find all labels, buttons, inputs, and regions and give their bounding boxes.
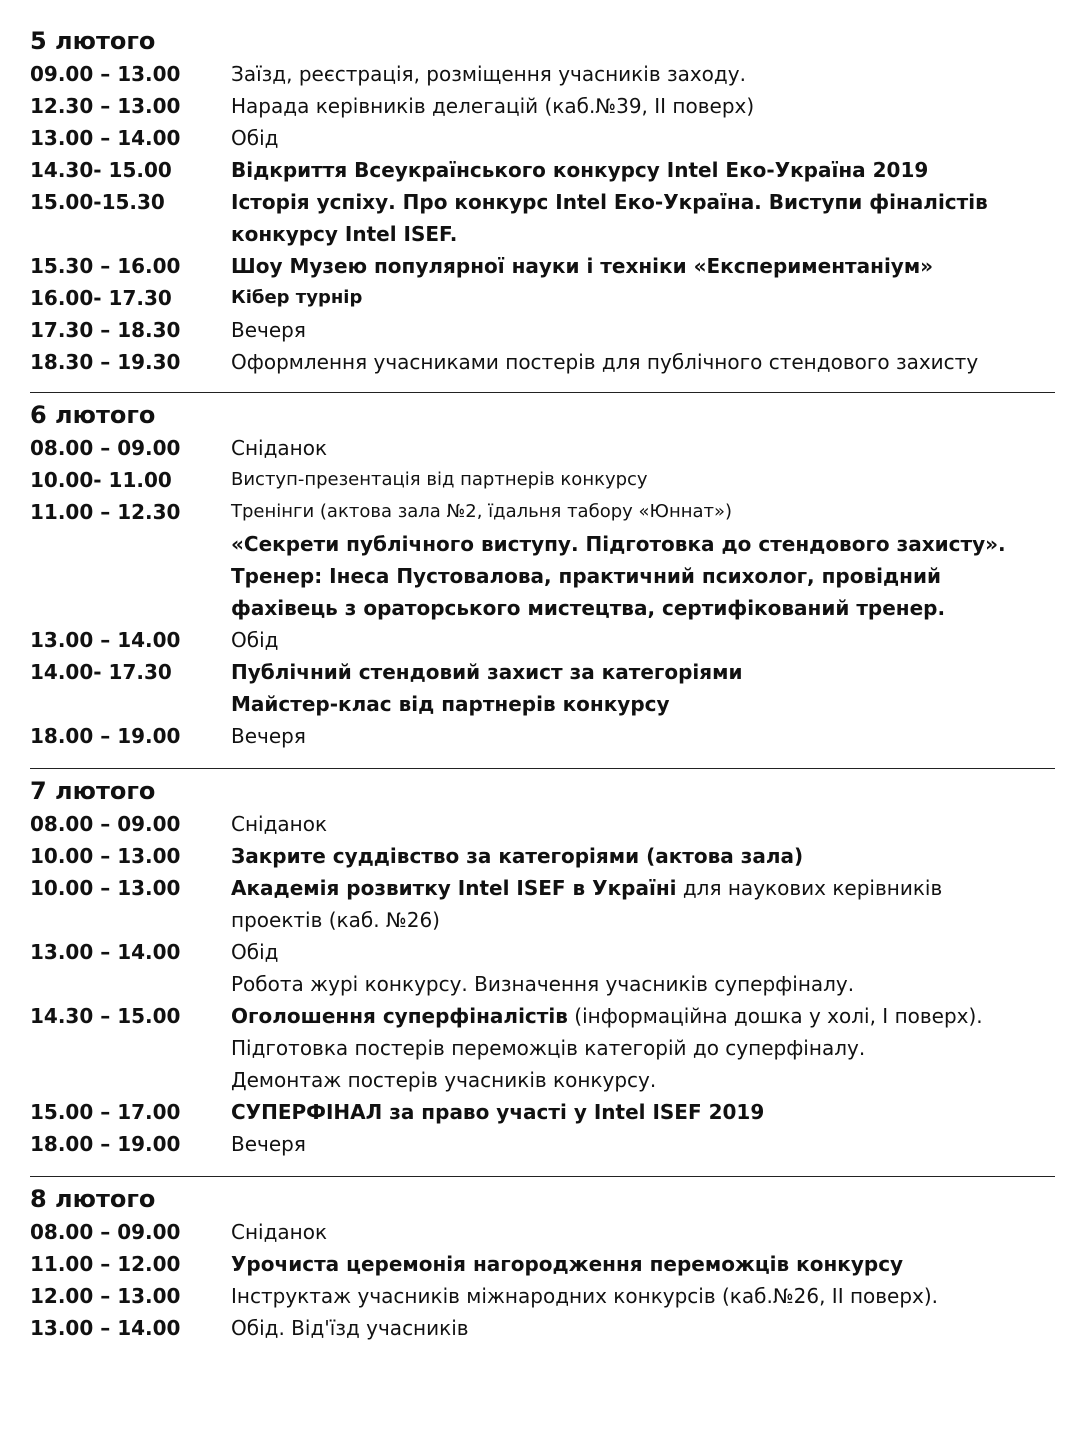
time-range: 12.00 – 13.00: [30, 1284, 181, 1308]
event-description: Робота журі конкурсу. Визначення учасників суперфіналу.: [231, 972, 855, 996]
event-description: Нарада керівників делегацій (каб.№39, ІІ поверх): [231, 94, 755, 118]
event-description: Обід: [231, 940, 279, 964]
schedule-row: [30, 314, 1055, 346]
event-description: Виступ-презентація від партнерів конкурсу: [231, 469, 648, 490]
event-description: Заїзд, реєстрація, розміщення учасників заходу.: [231, 62, 746, 86]
event-description: Сніданок: [231, 436, 328, 460]
event-description: [231, 1000, 1055, 1096]
event-description: [231, 528, 1055, 624]
schedule-row: [30, 840, 1055, 872]
day-title: 5 лютого: [30, 27, 156, 55]
time-range: 15.00 – 17.00: [30, 1100, 181, 1124]
event-description: [231, 872, 1055, 936]
event-line: [231, 872, 1055, 904]
event-description: [231, 186, 1055, 250]
time-range: 08.00 – 09.00: [30, 436, 181, 460]
time-range: 10.00 – 13.00: [30, 876, 181, 900]
event-line: [231, 1000, 1055, 1032]
event-description: Обід: [231, 628, 279, 652]
event-line: Публічний стендовий захист за категоріями: [231, 660, 743, 684]
schedule-row: [30, 624, 1055, 656]
schedule-row: [30, 808, 1055, 840]
event-description: Сніданок: [231, 812, 328, 836]
schedule-row: [30, 872, 1055, 936]
event-description: Шоу Музею популярної науки і техніки «Експериментаніум»: [231, 254, 934, 278]
event-line: Демонтаж постерів учасників конкурсу.: [231, 1068, 657, 1092]
section-divider: [30, 1176, 1055, 1177]
schedule-row: [30, 1096, 1055, 1128]
day-title: 7 лютого: [30, 777, 156, 805]
schedule-row: [30, 346, 1055, 378]
event-text: (інформаційна дошка у холі, І поверх).: [567, 1004, 983, 1028]
event-highlight: Оголошення суперфіналістів: [231, 1004, 568, 1028]
time-range-empty: [30, 968, 231, 1000]
time-range: 14.30- 15.00: [30, 158, 172, 182]
event-line: Майстер-клас від партнерів конкурсу: [231, 692, 670, 716]
time-range: 13.00 – 14.00: [30, 628, 181, 652]
schedule-row: [30, 250, 1055, 282]
time-range: 17.30 – 18.30: [30, 318, 181, 342]
schedule-row: [30, 1312, 1055, 1344]
event-description: Вечеря: [231, 318, 306, 342]
event-description: Оформлення учасниками постерів для публічного стендового захисту: [231, 350, 979, 374]
schedule-row: [30, 936, 1055, 968]
event-line: фахівець з ораторського мистецтва, сертифікований тренер.: [231, 596, 946, 620]
event-description: Обід: [231, 126, 279, 150]
time-range: 16.00- 17.30: [30, 286, 172, 310]
day-section: [30, 400, 1055, 752]
event-description: Закрите суддівство за категоріями (актова зала): [231, 844, 804, 868]
time-range: 11.00 – 12.00: [30, 1252, 181, 1276]
time-range: 15.00-15.30: [30, 190, 165, 214]
schedule-row: [30, 968, 1055, 1000]
schedule-row: [30, 122, 1055, 154]
schedule-row: [30, 154, 1055, 186]
event-description: Вечеря: [231, 1132, 306, 1156]
schedule-row: [30, 282, 1055, 314]
schedule-row: [30, 1000, 1055, 1096]
event-line: проектів (каб. №26): [231, 908, 440, 932]
schedule-row: [30, 90, 1055, 122]
schedule-row: [30, 1216, 1055, 1248]
time-range: 18.00 – 19.00: [30, 1132, 181, 1156]
event-line: Тренер: Інеса Пустовалова, практичний психолог, провідний: [231, 564, 941, 588]
time-range: 10.00- 11.00: [30, 468, 172, 492]
schedule-row: [30, 1280, 1055, 1312]
time-range: 18.30 – 19.30: [30, 350, 181, 374]
schedule-row: [30, 1128, 1055, 1160]
event-description: СУПЕРФІНАЛ за право участі у Intel ISEF 2019: [231, 1100, 765, 1124]
time-range: 14.00- 17.30: [30, 660, 172, 684]
time-range: 10.00 – 13.00: [30, 844, 181, 868]
time-range: 14.30 – 15.00: [30, 1004, 181, 1028]
event-description: Тренінги (актова зала №2, їдальня табору «Юннат»): [231, 501, 733, 522]
day-title: 8 лютого: [30, 1185, 156, 1213]
event-description: [231, 656, 1055, 720]
schedule-row: [30, 656, 1055, 720]
event-description: Вечеря: [231, 724, 306, 748]
event-description: Обід. Від'їзд учасників: [231, 1316, 469, 1340]
time-range: 18.00 – 19.00: [30, 724, 181, 748]
event-description: Інструктаж учасників міжнародних конкурсів (каб.№26, ІІ поверх).: [231, 1284, 939, 1308]
event-text: для наукових керівників: [676, 876, 943, 900]
schedule-row: [30, 464, 1055, 496]
day-section: [30, 776, 1055, 1160]
schedule-row: [30, 720, 1055, 752]
schedule-row: [30, 58, 1055, 90]
event-line: Підготовка постерів переможців категорій до суперфіналу.: [231, 1036, 866, 1060]
time-range: 13.00 – 14.00: [30, 1316, 181, 1340]
time-range: 09.00 – 13.00: [30, 62, 181, 86]
event-description: Кібер турнір: [231, 287, 363, 308]
schedule-row: [30, 496, 1055, 528]
schedule-row: [30, 1248, 1055, 1280]
event-highlight: Академія розвитку Intel ISEF в Україні: [231, 876, 677, 900]
event-description: Сніданок: [231, 1220, 328, 1244]
time-range: 13.00 – 14.00: [30, 940, 181, 964]
event-line: «Секрети публічного виступу. Підготовка до стендового захисту».: [231, 532, 1006, 556]
schedule-row: [30, 432, 1055, 464]
event-description: Урочиста церемонія нагородження переможців конкурсу: [231, 1252, 904, 1276]
schedule-row: [30, 528, 1055, 624]
time-range: 08.00 – 09.00: [30, 1220, 181, 1244]
event-description: Відкриття Всеукраїнського конкурсу Intel Еко-Україна 2019: [231, 158, 929, 182]
time-range: 12.30 – 13.00: [30, 94, 181, 118]
time-range: 15.30 – 16.00: [30, 254, 181, 278]
day-title: 6 лютого: [30, 401, 156, 429]
time-range: 11.00 – 12.30: [30, 500, 181, 524]
time-range: 08.00 – 09.00: [30, 812, 181, 836]
time-range: 13.00 – 14.00: [30, 126, 181, 150]
schedule-row: [30, 186, 1055, 250]
event-line: конкурсу Intel ISEF.: [231, 222, 458, 246]
section-divider: [30, 768, 1055, 769]
event-line: Історія успіху. Про конкурс Intel Еко-Україна. Виступи фіналістів: [231, 190, 988, 214]
day-section: [30, 26, 1055, 378]
time-range-empty: [30, 528, 231, 560]
day-section: [30, 1184, 1055, 1344]
section-divider: [30, 392, 1055, 393]
